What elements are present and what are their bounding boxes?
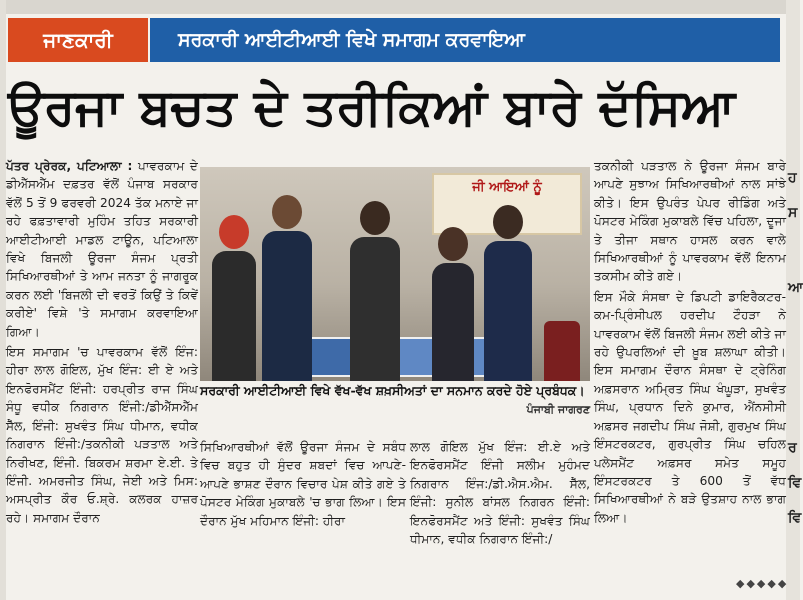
edge-fragment: ਹ <box>788 170 797 186</box>
chair <box>544 319 580 381</box>
person-figure <box>432 227 474 381</box>
byline: ਪੱਤਰ ਪ੍ਰੇਰਕ, ਪਟਿਆਲਾ : <box>6 159 133 173</box>
person-figure <box>484 205 532 381</box>
welcome-banner: ਜੀ ਆਇਆਂ ਨੂੰ <box>432 173 582 235</box>
article-column-1 <box>6 157 198 557</box>
strap-headline: ਸਰਕਾਰੀ ਆਈਟੀਆਈ ਵਿਖੇ ਸਮਾਗਮ ਕਰਵਾਇਆ <box>150 18 780 62</box>
edge-fragment: ਆ <box>788 280 803 296</box>
edge-fragment: ਵਿ <box>788 475 802 491</box>
article-column-3 <box>410 438 590 578</box>
edge-fragment: ਰ <box>788 440 797 456</box>
end-marker: ◆◆◆◆◆ <box>736 577 789 590</box>
edge-fragment: ਸ <box>788 205 798 221</box>
paragraph: ਇਸ ਸਮਾਗਮ 'ਚ ਪਾਵਰਕਾਮ ਵੱਲੋਂ ਇੰਜ: ਹੀਰਾ ਲਾਲ ਗੋਇਲ, ਮੁੱਖ ਇੰਜ: ਈ ਏ ਅਤੇ ਇਨਫੋਰਸਮੈਂਟ ਇੰਜੀ: ਹਰਪ੍ਰੀਤ ਰਾਜ ਸਿੰਘ ਸੰਧੂ ਵਧੀਕ ਨਿਗਰਾਨ ਇੰਜੀ:/ਡੀਐੱਸਐੱਮ ਸੈੱਲ, ਇੰਜੀ: ਸੁਖਵੰਤ ਸਿੰਘ ਧੀਮਾਨ, ਵਧੀਕ ਨਿਗਰਾਨ ਇੰਜੀ:/ਤਕਨੀਕੀ ਪੜਤਾਲ ਅਤੇ ਨਿਰੀਖਣ, ਇੰਜੀ. ਬਿਕਰਮ ਸ਼ਰਮਾ ਏ.ਈ. ਤੇ ਇੰਜੀ. ਅਮਰਜੀਤ ਸਿੰਘ, ਜੇਈ ਅਤੇ ਮਿਸ: ਅਸਪ੍ਰੀਤ ਕੌਰ ਓ.ਸ਼੍ਰੇ. ਕਲਰਕ ਹਾਜ਼ਰ ਰਹੇ। ਸਮਾਗਮ ਦੌਰਾਨ <box>6 345 198 525</box>
article-column-2 <box>200 438 406 578</box>
paragraph: ਪਾਵਰਕਾਮ ਦੇ ਡੀਐੱਸਐੱਮ ਦਫ਼ਤਰ ਵੱਲੋਂ ਪੰਜਾਬ ਸਰਕਾਰ ਵੱਲੋਂ 5 ਤੋਂ 9 ਫਰਵਰੀ 2024 ਤੱਕ ਮਨਾਏ ਜਾ ਰਹੇ ਫਫ਼ਤਾਵਾਰੀ ਮੁਹਿੰਮ ਤਹਿਤ ਸਰਕਾਰੀ ਆਈਟੀਆਈ ਮਾਡਲ ਟਾਊਨ, ਪਟਿਆਲਾ ਵਿਖੇ ਬਿਜਲੀ ਊਰਜਾ ਸੰਜਮ ਪ੍ਰਤੀ ਸਿਖਿਆਰਥੀਆਂ ਤੇ ਆਮ ਜਨਤਾ ਨੂੰ ਜਾਗਰੂਕ ਕਰਨ ਲਈ 'ਬਿਜਲੀ ਦੀ ਵਰਤੋਂ ਕਿਉਂ ਤੇ ਕਿਵੇਂ ਕਰੀਏ' ਵਿਸ਼ੇ 'ਤੇ ਸਮਾਗਮ ਕਰਵਾਇਆ ਗਿਆ। <box>6 159 198 339</box>
main-headline: ਊਰਜਾ ਬਚਤ ਦੇ ਤਰੀਕਿਆਂ ਬਾਰੇ ਦੱਸਿਆ <box>8 77 736 136</box>
section-kicker: ਜਾਣਕਾਰੀ <box>8 18 148 62</box>
paragraph: ਤਕਨੀਕੀ ਪੜਤਾਲ ਨੇ ਊਰਜਾ ਸੰਜਮ ਬਾਰੇ ਆਪਣੇ ਸੁਝਾਅ ਸਿਖਿਆਰਥੀਆਂ ਨਾਲ ਸਾਂਝੇ ਕੀਤੇ। ਇਸ ਉਪਰੰਤ ਪੇਪਰ ਰੀਡਿੰਗ ਅਤੇ ਪੋਸਟਰ ਮੇਕਿੰਗ ਮੁਕਾਬਲੇ ਵਿੱਚ ਪਹਿਲਾ, ਦੂਜਾ ਤੇ ਤੀਜਾ ਸਥਾਨ ਹਾਸਲ ਕਰਨ ਵਾਲੇ ਸਿਖਿਆਰਥੀਆਂ ਨੂੰ ਪਾਵਰਕਾਮ ਵੱਲੋਂ ਇਨਾਮ ਤਕਸੀਮ ਕੀਤੇ ਗਏ। <box>594 159 786 284</box>
person-figure <box>212 215 256 381</box>
article-column-4 <box>594 157 786 577</box>
right-page-edge <box>786 0 803 600</box>
paragraph: ਲਾਲ ਗੋਇਲ ਮੁੱਖ ਇੰਜ: ਈ.ਏ ਅਤੇ ਇਨਫੋਰਸਮੈਂਟ ਇੰਜੀ ਸਲੀਮ ਮੁਹੰਮਦ ਨਿਗਰਾਨ ਇੰਜ:/ਡੀ.ਐਸ.ਐਮ. ਸੈੱਲ, ਇੰਜੀ: ਸੁਨੀਲ ਬਾਂਸਲ ਨਿਗਰਨ ਇੰਜੀ: ਇਨਫੋਰਸਮੈਂਟ ਅਤੇ ਇੰਜੀ: ਸੁਖਵੰਤ ਸਿੰਘ ਧੀਮਾਨ, ਵਧੀਕ ਨਿਗਰਾਨ ਇੰਜੀ:/ <box>410 440 590 547</box>
person-figure <box>350 201 400 381</box>
edge-fragment: ਵਿ <box>788 510 802 526</box>
photo-caption: ਸਰਕਾਰੀ ਆਈਟੀਆਈ ਵਿਖੇ ਵੱਖ-ਵੱਖ ਸ਼ਖ਼ਸੀਅਤਾਂ ਦਾ ਸਨਮਾਨ ਕਰਦੇ ਹੋਏ ਪ੍ਰਬੰਧਕ। <box>200 383 585 398</box>
top-strip <box>0 0 800 14</box>
paragraph: ਇਸ ਮੌਕੇ ਸੰਸਥਾ ਦੇ ਡਿਪਟੀ ਡਾਇਰੈਕਟਰ-ਕਮ-ਪ੍ਰਿੰਸੀਪਲ ਹਰਦੀਪ ਟੌਹੜਾ ਨੇ ਪਾਵਰਕਾਮ ਵੱਲੋਂ ਬਿਜਲੀ ਸੰਜਮ ਲਈ ਕੀਤੇ ਜਾ ਰਹੇ ਉਪਰਲਿਆਂ ਦੀ ਖ਼ੂਬ ਸ਼ਲਾਘਾ ਕੀਤੀ। ਇਸ ਸਮਾਗਮ ਦੌਰਾਨ ਸੰਸਥਾ ਦੇ ਟ੍ਰੇਨਿੰਗ ਅਫ਼ਸਰਾਨ ਅਮ੍ਰਿਤ ਸਿੰਘ ਖੰਘੂੜਾ, ਸੁਖਵੰਤ ਸਿੰਘ, ਪ੍ਰਧਾਨ ਦਿਨੇ ਕੁਮਾਰ, ਐਂਨਸੀਸੀ ਅਫ਼ਸਰ ਜਗਦੀਪ ਸਿੰਘ ਜੋਸ਼ੀ, ਗੁਰਮੁਖ ਸਿੰਘ ਇੰਸਟਰਕਟਰ, ਗੁਰਪ੍ਰੀਤ ਸਿੰਘ ਚਹਿਲ ਪਲੇਸਮੈਂਟ ਅਫ਼ਸਰ ਸਮੇਤ ਸਮੂਹ ਇੰਸਟਰਕਟਰ ਤੇ 600 ਤੋਂ ਵੱਧ ਸਿਖਿਆਰਥੀਆਂ ਨੇ ਬੜੇ ਉਤਸ਼ਾਹ ਨਾਲ ਭਾਗ ਲਿਆ। <box>594 289 786 525</box>
news-photo <box>200 167 590 381</box>
paragraph: ਸਿਖਿਆਰਥੀਆਂ ਵੱਲੋਂ ਊਰਜਾ ਸੰਜਮ ਦੇ ਸਬੰਧ ਵਿਚ ਬਹੁਤ ਹੀ ਸੁੰਦਰ ਸ਼ਬਦਾਂ ਵਿਚ ਆਪਣੇ-ਆਪਣੇ ਭਾਸ਼ਣ ਦੌਰਾਨ ਵਿਚਾਰ ਪੇਸ਼ ਕੀਤੇ ਗਏ ਤੇ ਪੋਸਟਰ ਮੇਕਿੰਗ ਮੁਕਾਬਲੇ 'ਚ ਭਾਗ ਲਿਆ। ਇਸ ਦੌਰਾਨ ਮੁੱਖ ਮਹਿਮਾਨ ਇੰਜੀ: ਹੀਰਾ <box>200 440 406 528</box>
person-figure <box>262 195 312 381</box>
photo-credit: ਪੰਜਾਬੀ ਜਾਗਰਣ <box>526 403 590 416</box>
